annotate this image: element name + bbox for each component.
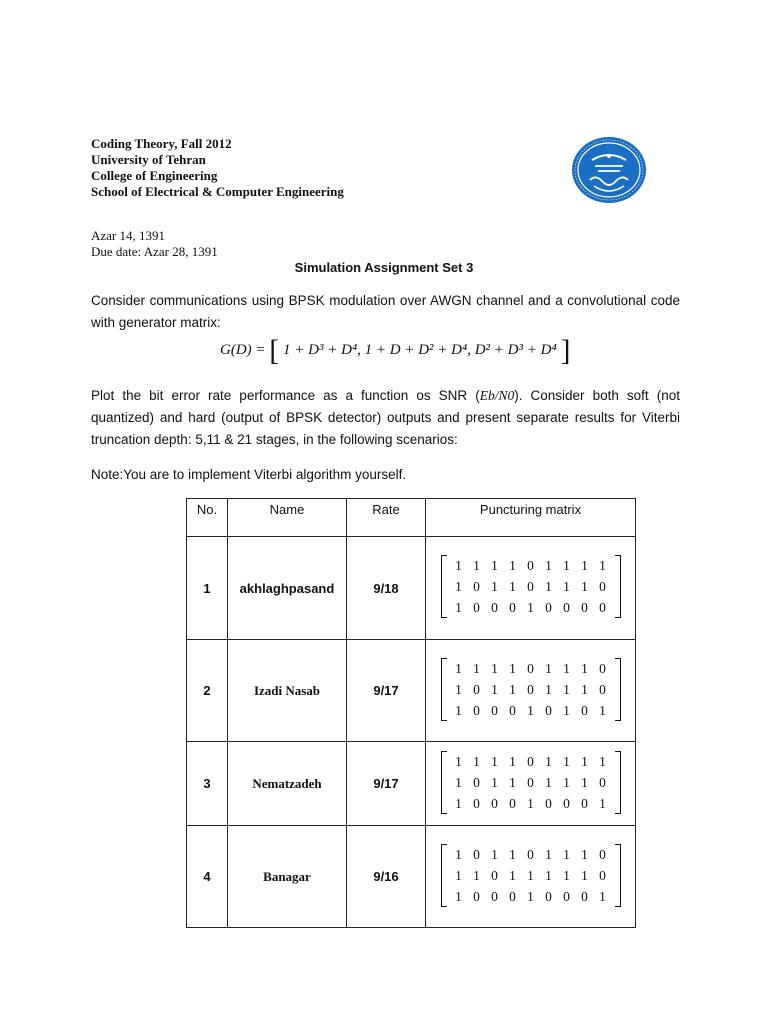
course-title: Coding Theory, Fall 2012 xyxy=(91,136,232,151)
matrix-entry: 1 xyxy=(581,558,588,573)
matrix-entry: 1 xyxy=(599,888,606,904)
matrix-entry: 1 xyxy=(527,600,534,615)
row-rate: 9/17 xyxy=(347,742,426,826)
matrix-entry: 1 xyxy=(545,579,552,594)
matrix-entry: 1 xyxy=(509,774,516,790)
row-no: 1 xyxy=(187,537,228,640)
matrix-entry: 0 xyxy=(473,774,480,790)
matrix-entry: 0 xyxy=(563,795,570,811)
matrix-entry: 1 xyxy=(509,867,516,883)
matrix-entry: 0 xyxy=(599,846,606,862)
matrix-right-bracket xyxy=(615,555,621,618)
matrix-entry: 1 xyxy=(491,846,498,862)
matrix-row xyxy=(450,658,612,679)
matrix-entry: 1 xyxy=(509,846,516,862)
puncturing-matrix xyxy=(441,844,621,907)
note-text: Note:You are to implement Viterbi algorithm yourself. xyxy=(91,467,407,482)
puncturing-matrix xyxy=(441,658,621,721)
row-rate: 9/17 xyxy=(347,640,426,742)
matrix-entry: 0 xyxy=(581,702,588,718)
matrix-entry: 1 xyxy=(545,558,552,573)
matrix-entry: 0 xyxy=(473,579,480,594)
matrix-entry: 1 xyxy=(581,681,588,697)
row-no: 4 xyxy=(187,826,228,928)
matrix-entry: 0 xyxy=(473,702,480,718)
matrix-entry: 1 xyxy=(455,660,462,676)
row-name: akhlaghpasand xyxy=(228,537,347,640)
assignment-table xyxy=(186,498,636,928)
instructions-part-2: ). Consider both soft (not quantized) and hard (output of BPSK detector) outputs and present separate results for Viterbi truncation depth: 5,11 & 21 stages, in the following scenarios: xyxy=(91,388,680,447)
matrix-entry: 1 xyxy=(545,846,552,862)
matrix-right-bracket xyxy=(615,751,621,814)
matrix-entry: 1 xyxy=(509,753,516,769)
header-rate: Rate xyxy=(347,499,426,537)
intro-paragraph: Consider communications using BPSK modulation over AWGN channel and a convolutional code with generator matrix: xyxy=(91,293,680,330)
university-name: University of Tehran xyxy=(91,152,206,167)
matrix-entry: 1 xyxy=(527,888,534,904)
matrix-entry: 0 xyxy=(527,558,534,573)
matrix-row xyxy=(450,597,612,618)
matrix-row xyxy=(450,555,612,576)
issue-date: Azar 14, 1391 xyxy=(91,228,166,243)
matrix-entry: 0 xyxy=(473,846,480,862)
matrix-entry: 1 xyxy=(455,600,462,615)
matrix-entry: 0 xyxy=(491,867,498,883)
row-rate: 9/16 xyxy=(347,826,426,928)
matrix-entry: 1 xyxy=(491,753,498,769)
row-no: 3 xyxy=(187,742,228,826)
matrix-entry: 0 xyxy=(491,888,498,904)
matrix-entry: 0 xyxy=(563,600,570,615)
matrix-entry: 1 xyxy=(455,888,462,904)
formula-lhs: G(D) = xyxy=(220,342,266,358)
matrix-entry: 1 xyxy=(509,660,516,676)
matrix-entry: 0 xyxy=(509,888,516,904)
table-header-row xyxy=(187,499,636,537)
school-name: School of Electrical & Computer Engineering xyxy=(91,184,344,199)
row-no: 2 xyxy=(187,640,228,742)
matrix-entry: 1 xyxy=(455,774,462,790)
row-name: Izadi Nasab xyxy=(228,640,347,742)
matrix-entry: 0 xyxy=(599,579,606,594)
matrix-entry: 1 xyxy=(527,795,534,811)
matrix-entry: 0 xyxy=(491,600,498,615)
matrix-body xyxy=(447,751,615,814)
matrix-entry: 1 xyxy=(545,867,552,883)
matrix-entry: 1 xyxy=(599,702,606,718)
row-matrix-cell xyxy=(426,826,636,928)
matrix-entry: 0 xyxy=(491,795,498,811)
matrix-entry: 1 xyxy=(527,867,534,883)
header-matrix: Puncturing matrix xyxy=(426,499,636,537)
matrix-entry: 1 xyxy=(563,867,570,883)
dates-block xyxy=(91,228,218,260)
matrix-entry: 0 xyxy=(509,600,516,615)
instructions-paragraph xyxy=(91,385,680,451)
row-matrix-cell xyxy=(426,537,636,640)
matrix-entry: 1 xyxy=(455,795,462,811)
matrix-row xyxy=(450,679,612,700)
table-row xyxy=(187,537,636,640)
course-header xyxy=(91,136,344,200)
matrix-entry: 0 xyxy=(581,795,588,811)
header-name: Name xyxy=(228,499,347,537)
matrix-entry: 1 xyxy=(491,681,498,697)
matrix-row xyxy=(450,865,612,886)
matrix-entry: 1 xyxy=(509,558,516,573)
matrix-entry: 1 xyxy=(491,579,498,594)
row-name: Banagar xyxy=(228,826,347,928)
due-date: Due date: Azar 28, 1391 xyxy=(91,244,218,259)
matrix-entry: 1 xyxy=(599,795,606,811)
matrix-entry: 1 xyxy=(581,867,588,883)
matrix-entry: 1 xyxy=(509,681,516,697)
matrix-entry: 0 xyxy=(599,774,606,790)
table-row xyxy=(187,640,636,742)
matrix-entry: 0 xyxy=(545,795,552,811)
formula-body: 1 + D³ + D⁴, 1 + D + D² + D⁴, D² + D³ + D⁴ xyxy=(283,342,557,358)
matrix-entry: 0 xyxy=(509,795,516,811)
matrix-entry: 1 xyxy=(455,681,462,697)
matrix-right-bracket xyxy=(615,658,621,721)
matrix-entry: 1 xyxy=(563,702,570,718)
puncturing-matrix xyxy=(441,751,621,814)
matrix-entry: 0 xyxy=(599,867,606,883)
row-rate: 9/18 xyxy=(347,537,426,640)
matrix-entry: 0 xyxy=(527,681,534,697)
matrix-entry: 1 xyxy=(599,558,606,573)
matrix-entry: 1 xyxy=(563,558,570,573)
matrix-entry: 1 xyxy=(491,774,498,790)
table-row xyxy=(187,826,636,928)
matrix-row xyxy=(450,751,612,772)
matrix-row xyxy=(450,772,612,793)
matrix-entry: 1 xyxy=(545,681,552,697)
matrix-entry: 1 xyxy=(563,681,570,697)
matrix-entry: 1 xyxy=(455,558,462,573)
matrix-entry: 1 xyxy=(455,867,462,883)
snr-math: Eb/N0 xyxy=(479,388,515,403)
left-bracket: [ xyxy=(269,334,280,367)
generator-matrix-formula xyxy=(220,334,571,367)
row-matrix-cell xyxy=(426,742,636,826)
matrix-entry: 0 xyxy=(599,600,606,615)
matrix-entry: 0 xyxy=(491,702,498,718)
matrix-entry: 1 xyxy=(599,753,606,769)
matrix-entry: 0 xyxy=(473,888,480,904)
right-bracket: ] xyxy=(560,334,571,367)
matrix-entry: 1 xyxy=(581,660,588,676)
instructions-part-1: Plot the bit error rate performance as a function os SNR ( xyxy=(91,388,480,403)
matrix-entry: 1 xyxy=(455,579,462,594)
row-name: Nematzadeh xyxy=(228,742,347,826)
matrix-entry: 0 xyxy=(473,795,480,811)
matrix-entry: 0 xyxy=(527,846,534,862)
matrix-entry: 0 xyxy=(545,888,552,904)
university-logo xyxy=(570,136,648,204)
matrix-entry: 0 xyxy=(545,702,552,718)
matrix-entry: 0 xyxy=(599,660,606,676)
matrix-right-bracket xyxy=(615,844,621,907)
header-no: No. xyxy=(187,499,228,537)
matrix-entry: 0 xyxy=(599,681,606,697)
matrix-entry: 0 xyxy=(527,660,534,676)
matrix-entry: 1 xyxy=(527,702,534,718)
matrix-row xyxy=(450,793,612,814)
matrix-entry: 1 xyxy=(563,660,570,676)
matrix-entry: 1 xyxy=(473,558,480,573)
college-name: College of Engineering xyxy=(91,168,218,183)
table-row xyxy=(187,742,636,826)
matrix-row xyxy=(450,844,612,865)
matrix-entry: 0 xyxy=(473,681,480,697)
matrix-entry: 1 xyxy=(545,774,552,790)
matrix-entry: 1 xyxy=(545,753,552,769)
matrix-entry: 1 xyxy=(455,846,462,862)
matrix-entry: 1 xyxy=(563,846,570,862)
matrix-entry: 0 xyxy=(527,579,534,594)
row-matrix-cell xyxy=(426,640,636,742)
matrix-entry: 1 xyxy=(473,660,480,676)
matrix-entry: 0 xyxy=(563,888,570,904)
matrix-entry: 0 xyxy=(545,600,552,615)
matrix-entry: 1 xyxy=(581,753,588,769)
puncturing-matrix xyxy=(441,555,621,618)
matrix-entry: 1 xyxy=(491,660,498,676)
assignment-title: Simulation Assignment Set 3 xyxy=(294,260,474,275)
matrix-entry: 1 xyxy=(581,579,588,594)
matrix-entry: 1 xyxy=(455,753,462,769)
matrix-body xyxy=(447,658,615,721)
matrix-entry: 1 xyxy=(473,867,480,883)
matrix-entry: 1 xyxy=(563,579,570,594)
matrix-entry: 1 xyxy=(509,579,516,594)
matrix-entry: 1 xyxy=(545,660,552,676)
matrix-row xyxy=(450,886,612,907)
matrix-entry: 1 xyxy=(563,774,570,790)
matrix-row xyxy=(450,700,612,721)
matrix-entry: 1 xyxy=(491,558,498,573)
matrix-entry: 0 xyxy=(509,702,516,718)
matrix-entry: 0 xyxy=(527,774,534,790)
matrix-body xyxy=(447,844,615,907)
matrix-entry: 1 xyxy=(581,774,588,790)
matrix-entry: 0 xyxy=(581,600,588,615)
matrix-entry: 0 xyxy=(527,753,534,769)
matrix-body xyxy=(447,555,615,618)
matrix-entry: 1 xyxy=(455,702,462,718)
matrix-entry: 1 xyxy=(473,753,480,769)
matrix-row xyxy=(450,576,612,597)
matrix-entry: 0 xyxy=(581,888,588,904)
matrix-entry: 1 xyxy=(581,846,588,862)
matrix-entry: 0 xyxy=(473,600,480,615)
matrix-entry: 1 xyxy=(563,753,570,769)
